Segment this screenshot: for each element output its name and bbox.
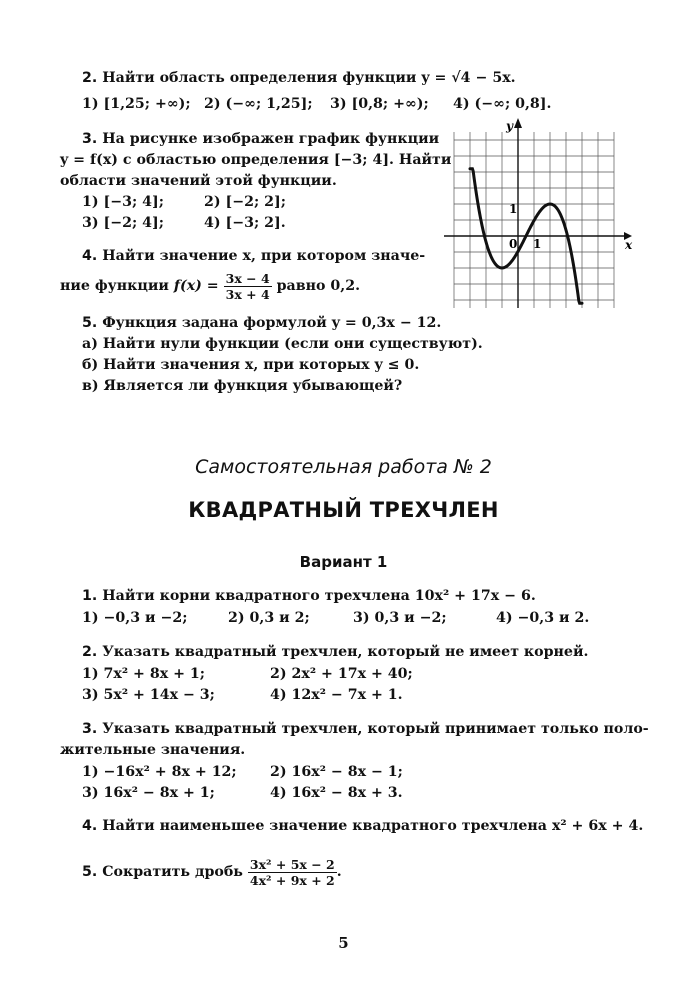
- section-title: КВАДРАТНЫЙ ТРЕХЧЛЕН: [188, 498, 499, 522]
- prev-q4-text-3: равно 0,2.: [276, 278, 361, 294]
- q2-option-2: 2) 2x² + 17x + 40;: [270, 666, 413, 682]
- q5-fraction-numerator: 3x² + 5x − 2: [249, 856, 335, 872]
- prev-q2-number: 2.: [82, 70, 98, 86]
- prev-q3-option-2: 2) [−2; 2];: [204, 194, 286, 210]
- q1-text: Найти корни квадратного трехчлена 10x² + 17x − 6.: [102, 588, 536, 604]
- prev-q2-option-1: 1) [1,25; +∞);: [82, 96, 191, 112]
- q2-text: Указать квадратный трехчлен, который не имеет корней.: [102, 644, 589, 660]
- prev-q4-line-1: [82, 247, 425, 265]
- origin-label: 0: [509, 237, 518, 251]
- prev-q5-line-1: [82, 314, 441, 332]
- q2-option-3: 3) 5x² + 14x − 3;: [82, 687, 215, 703]
- q3-option-2: 2) 16x² − 8x − 1;: [270, 764, 403, 780]
- prev-q5-text-1: Функция задана формулой y = 0,3x − 12.: [102, 315, 442, 331]
- q3-number: 3.: [82, 721, 98, 737]
- q5-line: [82, 852, 342, 892]
- prev-q5-item-c: в) Является ли функция убывающей?: [82, 378, 403, 394]
- variant-heading: Вариант 1: [299, 553, 388, 571]
- q5-fraction: [248, 857, 337, 888]
- page-number: 5: [338, 934, 349, 952]
- q4-text: Найти наименьшее значение квадратного трехчлена x² + 6x + 4.: [102, 818, 644, 834]
- prev-q2-option-2: 2) (−∞; 1,25];: [204, 96, 313, 112]
- q3-line-1: [82, 720, 649, 738]
- prev-q4-number: 4.: [82, 248, 98, 264]
- prev-q4-fraction-denominator: 3x + 4: [225, 286, 270, 302]
- prev-q2-option-4: 4) (−∞; 0,8].: [453, 96, 552, 112]
- prev-q3-line-3: области значений этой функции.: [60, 173, 337, 189]
- prev-q4-fraction-numerator: 3x − 4: [225, 270, 270, 286]
- q5-tail: .: [336, 864, 342, 880]
- prev-q4-text-1: Найти значение x, при котором значе-: [102, 248, 426, 264]
- q1-number: 1.: [82, 588, 98, 604]
- q3-option-4: 4) 16x² − 8x + 3.: [270, 785, 403, 801]
- y-axis-arrow: [514, 118, 522, 128]
- q3-option-3: 3) 16x² − 8x + 1;: [82, 785, 215, 801]
- x-tick-label: 1: [533, 237, 542, 251]
- q1-option-3: 3) 0,3 и −2;: [353, 610, 447, 626]
- function-graph: [436, 112, 636, 312]
- y-axis-label: y: [506, 119, 513, 133]
- prev-q3-text-1: На рисунке изображен график функции: [102, 131, 440, 147]
- q1-option-2: 2) 0,3 и 2;: [228, 610, 310, 626]
- prev-q3-option-1: 1) [−3; 4];: [82, 194, 164, 210]
- prev-q3-number: 3.: [82, 131, 98, 147]
- q2-option-1: 1) 7x² + 8x + 1;: [82, 666, 206, 682]
- prev-q2-text: Найти область определения функции: [102, 70, 417, 86]
- q2-number: 2.: [82, 644, 98, 660]
- q5-number: 5.: [82, 864, 98, 880]
- y-tick-label: 1: [509, 202, 518, 216]
- prev-q4-fx: f(x) =: [173, 278, 219, 294]
- prev-q4-line-2: [60, 268, 360, 304]
- q2-line: [82, 643, 588, 661]
- q1-option-4: 4) −0,3 и 2.: [496, 610, 590, 626]
- prev-q3-line-1: [82, 130, 439, 148]
- prev-q2-line: [82, 69, 516, 87]
- q3-option-1: 1) −16x² + 8x + 12;: [82, 764, 237, 780]
- prev-q3-line-2: y = f(x) с областью определения [−3; 4]. Найти: [60, 152, 452, 168]
- prev-q2-formula: y = √4 − 5x.: [421, 70, 516, 86]
- x-axis-label: x: [625, 238, 633, 252]
- q4-line: [82, 817, 643, 835]
- prev-q2-option-3: 3) [0,8; +∞);: [330, 96, 429, 112]
- prev-q4-fraction: [224, 271, 272, 302]
- q5-text: Сократить дробь: [102, 864, 243, 880]
- q2-option-4: 4) 12x² − 7x + 1.: [270, 687, 403, 703]
- work-subtitle: Самостоятельная работа № 2: [195, 456, 492, 478]
- prev-q4-text-2: ние функции: [60, 278, 169, 294]
- q1-option-1: 1) −0,3 и −2;: [82, 610, 188, 626]
- prev-q3-option-4: 4) [−3; 2].: [204, 215, 286, 231]
- q4-number: 4.: [82, 818, 98, 834]
- prev-q3-option-3: 3) [−2; 4];: [82, 215, 164, 231]
- q3-line-2: жительные значения.: [60, 742, 246, 758]
- prev-q5-number: 5.: [82, 315, 98, 331]
- q1-line: [82, 587, 536, 605]
- prev-q5-item-a: а) Найти нули функции (если они существуют).: [82, 336, 483, 352]
- q3-text-1: Указать квадратный трехчлен, который принимает только поло-: [102, 721, 649, 737]
- prev-q5-item-b: б) Найти значения x, при которых y ≤ 0.: [82, 357, 420, 373]
- q5-fraction-denominator: 4x² + 9x + 2: [249, 872, 335, 888]
